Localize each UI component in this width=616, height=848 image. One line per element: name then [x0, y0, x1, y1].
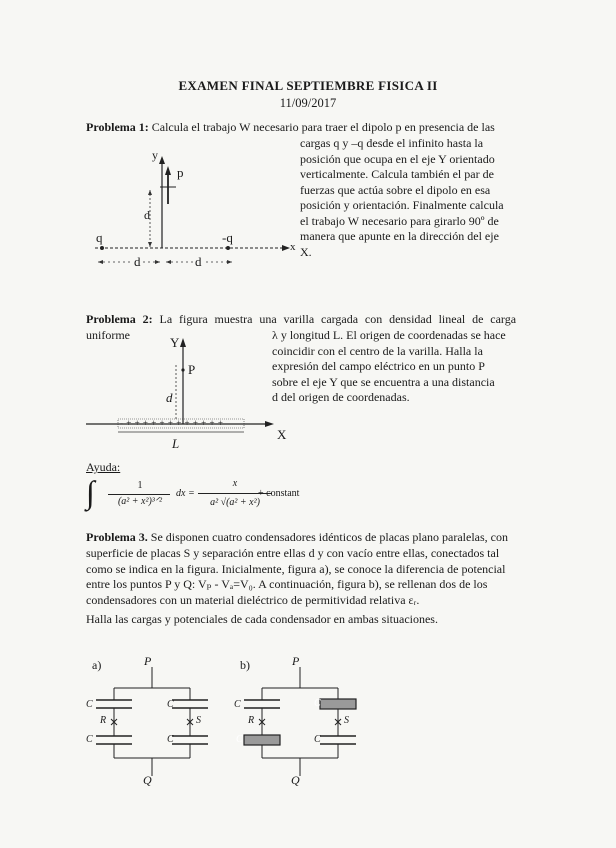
p1-x-label: x — [290, 241, 296, 253]
p2-length-label: L — [172, 436, 180, 451]
exam-date: 11/09/2017 — [279, 96, 337, 110]
p1-q-label: q — [96, 230, 103, 245]
circuit-a-s-label: S — [196, 715, 201, 726]
problem3-text-first: Se disponen cuatro condensadores idénticos de placas plano paralelas, con — [150, 530, 508, 544]
problem1-text-first: Calcula el trabajo W necesario para traer el dipolo p en presencia de las — [151, 120, 495, 134]
circuit-b-cap-bl-dielectric — [244, 735, 280, 745]
circuit-a-c-bot-left: C — [86, 734, 93, 745]
integral-sign: ∫ — [86, 474, 95, 510]
problem2-line: expresión del campo eléctrico en un punto P — [272, 359, 485, 373]
circuit-a-bottom-label: Q — [143, 773, 152, 787]
circuit-b-top-label: P — [292, 654, 300, 668]
problem3-line: entre los puntos P y Q: Vₚ - Vₐ=V₀. A continuación, figura b), se rellenan dos de los — [86, 577, 488, 591]
problem2-line: λ y longitud L. El origen de coordenadas se hace — [272, 328, 506, 342]
circuit-a-c-top-left: C — [86, 699, 93, 710]
p2-p-label: P — [188, 362, 196, 377]
circuit-b-c-bot-left: C — [236, 734, 243, 745]
problem3-line: como se indica en la figura. Inicialmente, figura a), se conoce la diferencia de potencial — [86, 561, 506, 576]
circuit-a-c-bot-right: C — [167, 734, 174, 745]
formula-left-numerator: 1 — [137, 480, 143, 491]
p1-d-right-label: d — [195, 254, 202, 269]
problem3-instruction: Halla las cargas y potenciales de cada condensador en ambas situaciones. — [86, 612, 438, 626]
help-label: Ayuda: — [86, 460, 121, 474]
circuit-b-bottom-label: Q — [291, 773, 300, 787]
problem3-line: condensadores con un material dieléctrico de permitividad relativa εᵣ. — [86, 592, 420, 607]
circuit-b-cap-tr-dielectric — [320, 699, 356, 709]
formula-constant: + constant — [258, 488, 300, 499]
circuit-b-c-top-left: C — [234, 699, 241, 710]
problem2-line: d del origen de coordenadas. — [272, 390, 410, 404]
p1-d-vertical-label: d — [144, 208, 150, 222]
problem1-line: manera que apunte en la dirección del eje — [300, 229, 499, 243]
circuit-a-r-label: R — [100, 715, 107, 726]
problem1-label: Problema 1: — [86, 120, 149, 134]
p1-p-label: p — [177, 165, 184, 180]
problem2-label: Problema 2: — [86, 312, 153, 326]
p1-y-label: y — [152, 148, 158, 162]
circuit-a — [96, 667, 208, 776]
circuit-b-c-top-right: C — [314, 698, 321, 709]
problem1-line: fuerzas que actúa sobre el dipolo en esa — [300, 182, 491, 197]
circuit-b-c-bot-right: C — [314, 734, 321, 745]
circuit-a-tag: a) — [92, 658, 102, 672]
circuit-a-top-label: P — [144, 654, 152, 668]
formula-left-denominator: (a² + x²)³ᐟ² — [117, 496, 163, 507]
problem2-text-first: La figura muestra una varilla cargada con densidad lineal de carga uniforme — [86, 312, 517, 342]
circuit-a-c-top-right: C — [167, 699, 174, 710]
problem1-line: posición y orientación. Finalmente calcula — [300, 198, 504, 212]
circuit-b-tag: b) — [240, 658, 250, 672]
problem3-label: Problema 3. — [86, 530, 148, 544]
problem1-line: X. — [300, 244, 312, 259]
p2-x-label: X — [277, 427, 287, 442]
circuit-b-s-label: S — [344, 715, 349, 726]
circuit-b — [244, 667, 356, 776]
formula-right-numerator: x — [232, 478, 238, 489]
p1-minus-q-label: -q — [222, 230, 233, 245]
formula-dx: dx = — [176, 488, 195, 499]
formula-right-denominator: a² √(a² + x²) — [210, 497, 260, 508]
p2-d-label: d — [166, 390, 173, 405]
problem1-line: el trabajo W necesario para girarlo 90º de — [300, 213, 499, 228]
p2-charges: - + + + + + + + + + + + + — [120, 418, 224, 428]
problem1-line: posición que ocupa en el eje Y orientado — [300, 151, 495, 166]
problem1-line: verticalmente. Calcula también el par de — [300, 167, 494, 181]
exam-title: EXAMEN FINAL SEPTIEMBRE FISICA II — [178, 78, 438, 93]
p1-d-left-label: d — [134, 254, 141, 269]
circuit-b-r-label: R — [248, 715, 255, 726]
problem1-line: cargas q y –q desde el infinito hasta la — [300, 136, 484, 150]
problem2-line: sobre el eje Y que se encuentra a una distancia — [272, 374, 495, 389]
problem3-line: superficie de placas S y separación entre ellas d y con vacío entre ellas, conectados tal — [86, 546, 500, 560]
p2-y-label: Y — [170, 335, 180, 350]
problem2-line: coincidir con el centro de la varilla. Halla la — [272, 343, 483, 358]
